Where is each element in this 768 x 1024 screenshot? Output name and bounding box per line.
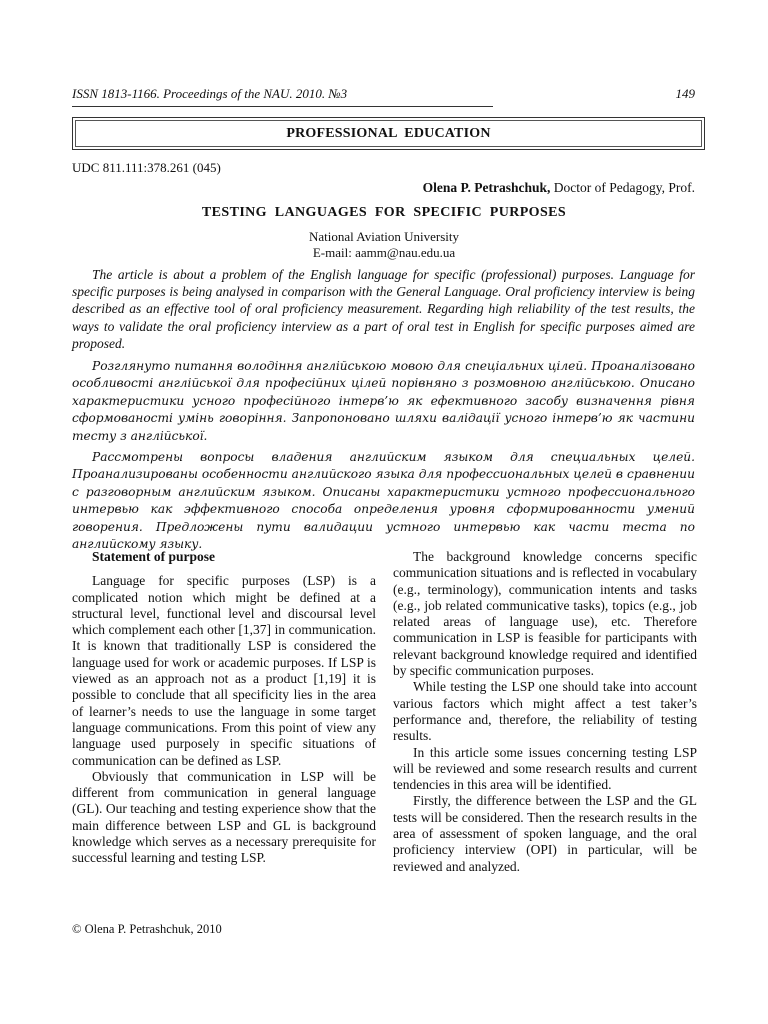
affiliation	[0, 229, 768, 261]
section-banner	[72, 117, 705, 150]
author-line	[423, 180, 695, 196]
author-name: Olena P. Petrashchuk,	[422, 180, 551, 195]
page-number: 149	[675, 86, 695, 101]
udc-code: UDC 811.111:378.261 (045)	[72, 160, 221, 175]
paragraph: In this article some issues concerning testing LSP will be reviewed and some research results and current tendencies in this area will be identified.	[393, 744, 697, 793]
paragraph: Firstly, the difference between the LSP and the GL tests will be considered. Then the research results in the area of assessment of spoken language, and the oral proficiency interview (OPI) in particular, will be reviewed and analyzed.	[393, 793, 697, 874]
paragraph: The background knowledge concerns specific communication situations and is reflected in vocabulary (e.g., terminology), communication intents and tasks (e.g., job related communicative tasks), topics (e.g., job related areas of language use), etc. Therefore communication in LSP is feasible for participants with relevant background knowledge required and identified by specific communication purposes.	[393, 549, 697, 679]
body-column-right	[393, 549, 697, 875]
paper-title: TESTING LANGUAGES FOR SPECIFIC PURPOSES	[201, 205, 567, 220]
abstract-english: The article is about a problem of the English language for specific (professional) purposes. Language for specific purposes is being analysed in comparison with the General Language. Oral proficiency interview is being described as an effective tool of oral proficiency measurement. Regarding high reliability of the test results, the ways to validate the oral proficiency interview as a part of oral test in English for specific purposes aimed are proposed.	[72, 267, 695, 351]
abstract-russian: Рассмотрены вопросы владения английским языком для специальных целей. Проанализированы особенности английского языка для профессиональных целей в сравнении с разговорным английским языком. Описаны характеристики устного профессионального интервью как эффективного способа определения уровня сформированности умений говорения. Предложены пути валидации устного интервью как части теста по английскому языку.	[72, 450, 695, 552]
author-degree: Doctor of Pedagogy, Prof.	[550, 180, 695, 195]
paragraph: Obviously that communication in LSP will be different from communication in general language (GL). Our teaching and testing experience show that the main difference between LSP and GL is background knowledge which serves as a necessary prerequisite for successful learning and testing LSP.	[72, 768, 376, 866]
author-email: E-mail: aamm@nau.edu.ua	[312, 245, 456, 260]
section-heading: Statement of purpose	[92, 549, 215, 564]
body-column-left	[72, 549, 376, 867]
abstract-ukrainian: Розглянуто питання володіння англійською мовою для спеціальних цілей. Проаналізовано особливості англійської для професійних цілей порівняно з розмовною англійською. Описано характеристики усного професійного інтерв’ю як ефективного засобу визначення рівня сформованості умінь говоріння. Запропоновано шляхи валідації усного інтерв’ю як частини тесту з англійської.	[72, 359, 695, 443]
paragraph: Language for specific purposes (LSP) is a complicated notion which might be defined at a structural level, functional level and discoursal level which complement each other [1,37] in communication. It is known that traditionally LSP is considered the language used for work or academic purposes. If LSP is viewed as an approach not as a product [1,19] it is possible to conclude that all specificity lies in the area of learner’s needs to use the language in some target language communications. From this point of view any language used purposely in specific situations of communication can be defined as LSP.	[72, 573, 376, 768]
journal-header: ISSN 1813-1166. Proceedings of the NAU. 2010. №3	[72, 86, 348, 101]
section-title: PROFESSIONAL EDUCATION	[286, 126, 491, 141]
paragraph: While testing the LSP one should take into account various factors which might affect a test taker’s performance and, therefore, the reliability of testing results.	[393, 679, 697, 744]
copyright-notice: © Olena P. Petrashchuk, 2010	[72, 922, 222, 936]
institution: National Aviation University	[309, 229, 459, 244]
header-divider	[72, 106, 493, 107]
